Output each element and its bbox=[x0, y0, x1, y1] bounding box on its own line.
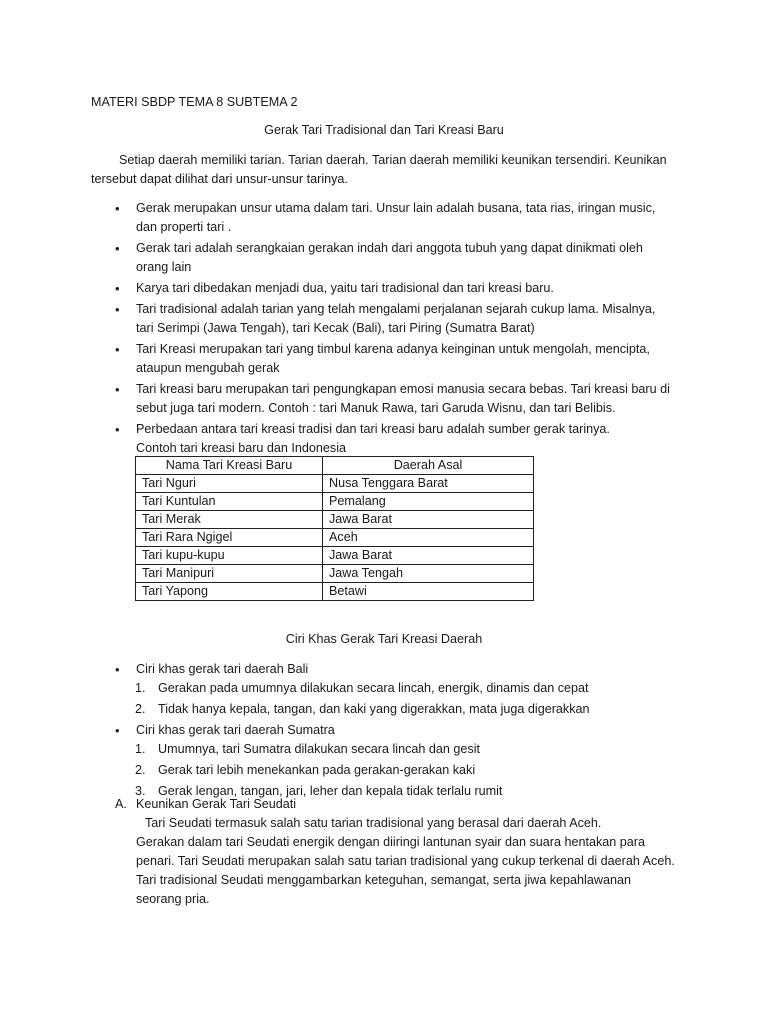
list-item bbox=[91, 420, 691, 458]
item-text: Gerak tari lebih menekankan pada gerakan-gerakan kaki bbox=[158, 763, 476, 777]
table-header-row bbox=[136, 457, 534, 475]
table-cell: Nusa Tenggara Barat bbox=[323, 475, 534, 493]
table-cell: Jawa Tengah bbox=[323, 565, 534, 583]
paragraph-line: Tari Seudati termasuk salah satu tarian tradisional yang berasal dari daerah Aceh. bbox=[145, 816, 602, 830]
paragraph-line: penari. Tari Seudati merupakan salah satu tarian tradisional yang cukup terkenal di daerah Aceh. bbox=[136, 854, 675, 868]
bullet-icon: • bbox=[115, 281, 120, 296]
section-title-ciri-khas: Ciri Khas Gerak Tari Kreasi Daerah bbox=[285, 632, 483, 646]
list-item-label: Ciri khas gerak tari daerah Sumatra bbox=[136, 723, 335, 737]
list-item-line: Contoh tari kreasi baru dan Indonesia bbox=[136, 441, 347, 455]
list-item bbox=[91, 279, 691, 298]
list-item-line: Gerak tari adalah serangkaian gerakan indah dari anggota tubuh yang dapat dinikmati oleh bbox=[136, 241, 643, 255]
column-header-origin: Daerah Asal bbox=[323, 457, 534, 475]
item-text: Tidak hanya kepala, tangan, dan kaki yang digerakkan, mata juga digerakkan bbox=[158, 702, 590, 716]
list-item bbox=[91, 239, 691, 277]
paragraph-line: Tari tradisional Seudati menggambarkan keteguhan, semangat, serta jiwa kepahlawanan bbox=[136, 873, 631, 887]
table-cell: Tari Yapong bbox=[136, 583, 323, 601]
bullet-icon: • bbox=[115, 201, 120, 216]
dance-table-wrapper bbox=[135, 456, 534, 601]
list-item-line: Karya tari dibedakan menjadi dua, yaitu tari tradisional dan tari kreasi baru. bbox=[136, 281, 554, 295]
bullet-icon: • bbox=[115, 382, 120, 397]
list-item-label: Ciri khas gerak tari daerah Bali bbox=[136, 662, 309, 676]
table-cell: Tari Kuntulan bbox=[136, 493, 323, 511]
table-cell: Tari Merak bbox=[136, 511, 323, 529]
bullet-icon: • bbox=[115, 302, 120, 317]
item-number: 2. bbox=[135, 763, 146, 777]
table-row bbox=[136, 547, 534, 565]
section-letter: A. bbox=[115, 797, 127, 811]
item-number: 2. bbox=[135, 702, 146, 716]
column-header-dance-name: Nama Tari Kreasi Baru bbox=[136, 457, 323, 475]
bullet-icon: • bbox=[115, 422, 120, 437]
list-item-line: sebut juga tari modern. Contoh : tari Manuk Rawa, tari Garuda Wisnu, dan tari Belibis. bbox=[136, 401, 616, 415]
table-cell: Tari Nguri bbox=[136, 475, 323, 493]
numbered-item bbox=[91, 740, 691, 759]
table-row bbox=[136, 565, 534, 583]
list-item-line: Perbedaan antara tari kreasi tradisi dan tari kreasi baru adalah sumber gerak tarinya. bbox=[136, 422, 610, 436]
table-cell: Tari kupu-kupu bbox=[136, 547, 323, 565]
numbered-list-bali bbox=[91, 679, 691, 719]
item-number: 1. bbox=[135, 681, 146, 695]
table-cell: Jawa Barat bbox=[323, 511, 534, 529]
item-number: 1. bbox=[135, 742, 146, 756]
numbered-item bbox=[91, 761, 691, 780]
intro-paragraph bbox=[91, 151, 691, 189]
bullet-icon: • bbox=[115, 342, 120, 357]
bullet-list-tari bbox=[91, 199, 691, 460]
list-item bbox=[91, 380, 691, 418]
numbered-list-sumatra bbox=[91, 740, 691, 801]
table-cell: Betawi bbox=[323, 583, 534, 601]
table-row bbox=[136, 583, 534, 601]
list-item-line: orang lain bbox=[136, 260, 192, 274]
table-row bbox=[136, 511, 534, 529]
table-cell: Aceh bbox=[323, 529, 534, 547]
list-item bbox=[91, 300, 691, 338]
item-text: Umumnya, tari Sumatra dilakukan secara lincah dan gesit bbox=[158, 742, 480, 756]
item-number: 3. bbox=[135, 784, 146, 798]
table-row bbox=[136, 475, 534, 493]
list-item-line: Tari Kreasi merupakan tari yang timbul karena adanya keinginan untuk mengolah, mencipta, bbox=[136, 342, 650, 356]
item-text: Gerakan pada umumnya dilakukan secara lincah, energik, dinamis dan cepat bbox=[158, 681, 589, 695]
table-cell: Tari Rara Ngigel bbox=[136, 529, 323, 547]
section-title-tari: Gerak Tari Tradisional dan Tari Kreasi Baru bbox=[264, 123, 504, 137]
bullet-icon: • bbox=[115, 662, 120, 677]
bullet-icon: • bbox=[115, 723, 120, 738]
list-item-bali bbox=[91, 660, 691, 719]
table-cell: Tari Manipuri bbox=[136, 565, 323, 583]
list-item bbox=[91, 340, 691, 378]
dance-origin-table bbox=[135, 456, 534, 601]
section-seudati bbox=[91, 795, 691, 909]
numbered-item bbox=[91, 679, 691, 698]
numbered-item bbox=[91, 700, 691, 719]
list-item-sumatra bbox=[91, 721, 691, 801]
intro-line: Setiap daerah memiliki tarian. Tarian daerah. Tarian daerah memiliki keunikan tersendiri. Keunikan bbox=[119, 153, 667, 167]
table-cell: Pemalang bbox=[323, 493, 534, 511]
list-item-line: Tari kreasi baru merupakan tari pengungkapan emosi manusia secara bebas. Tari kreasi baru di bbox=[136, 382, 670, 396]
bullet-list-ciri-khas bbox=[91, 660, 691, 803]
paragraph-line: Gerakan dalam tari Seudati energik dengan diiringi lantunan syair dan suara hentakan para bbox=[136, 835, 645, 849]
table-cell: Jawa Barat bbox=[323, 547, 534, 565]
item-text: Gerak lengan, tangan, jari, leher dan kepala tidak terlalu rumit bbox=[158, 784, 503, 798]
intro-line: tersebut dapat dilihat dari unsur-unsur tarinya. bbox=[91, 172, 348, 186]
list-item-line: dan properti tari . bbox=[136, 220, 232, 234]
list-item bbox=[91, 199, 691, 237]
table-row bbox=[136, 529, 534, 547]
paragraph-line: seorang pria. bbox=[136, 892, 210, 906]
section-seudati-title: Keunikan Gerak Tari Seudati bbox=[136, 797, 297, 811]
list-item-line: Gerak merupakan unsur utama dalam tari. Unsur lain adalah busana, tata rias, iringan music, bbox=[136, 201, 656, 215]
list-item-line: Tari tradisional adalah tarian yang telah mengalami perjalanan sejarah cukup lama. Misalnya, bbox=[136, 302, 656, 316]
list-item-line: tari Serimpi (Jawa Tengah), tari Kecak (Bali), tari Piring (Sumatra Barat) bbox=[136, 321, 535, 335]
table-row bbox=[136, 493, 534, 511]
list-item-line: ataupun mengubah gerak bbox=[136, 361, 280, 375]
document-heading: MATERI SBDP TEMA 8 SUBTEMA 2 bbox=[91, 95, 298, 109]
bullet-icon: • bbox=[115, 241, 120, 256]
